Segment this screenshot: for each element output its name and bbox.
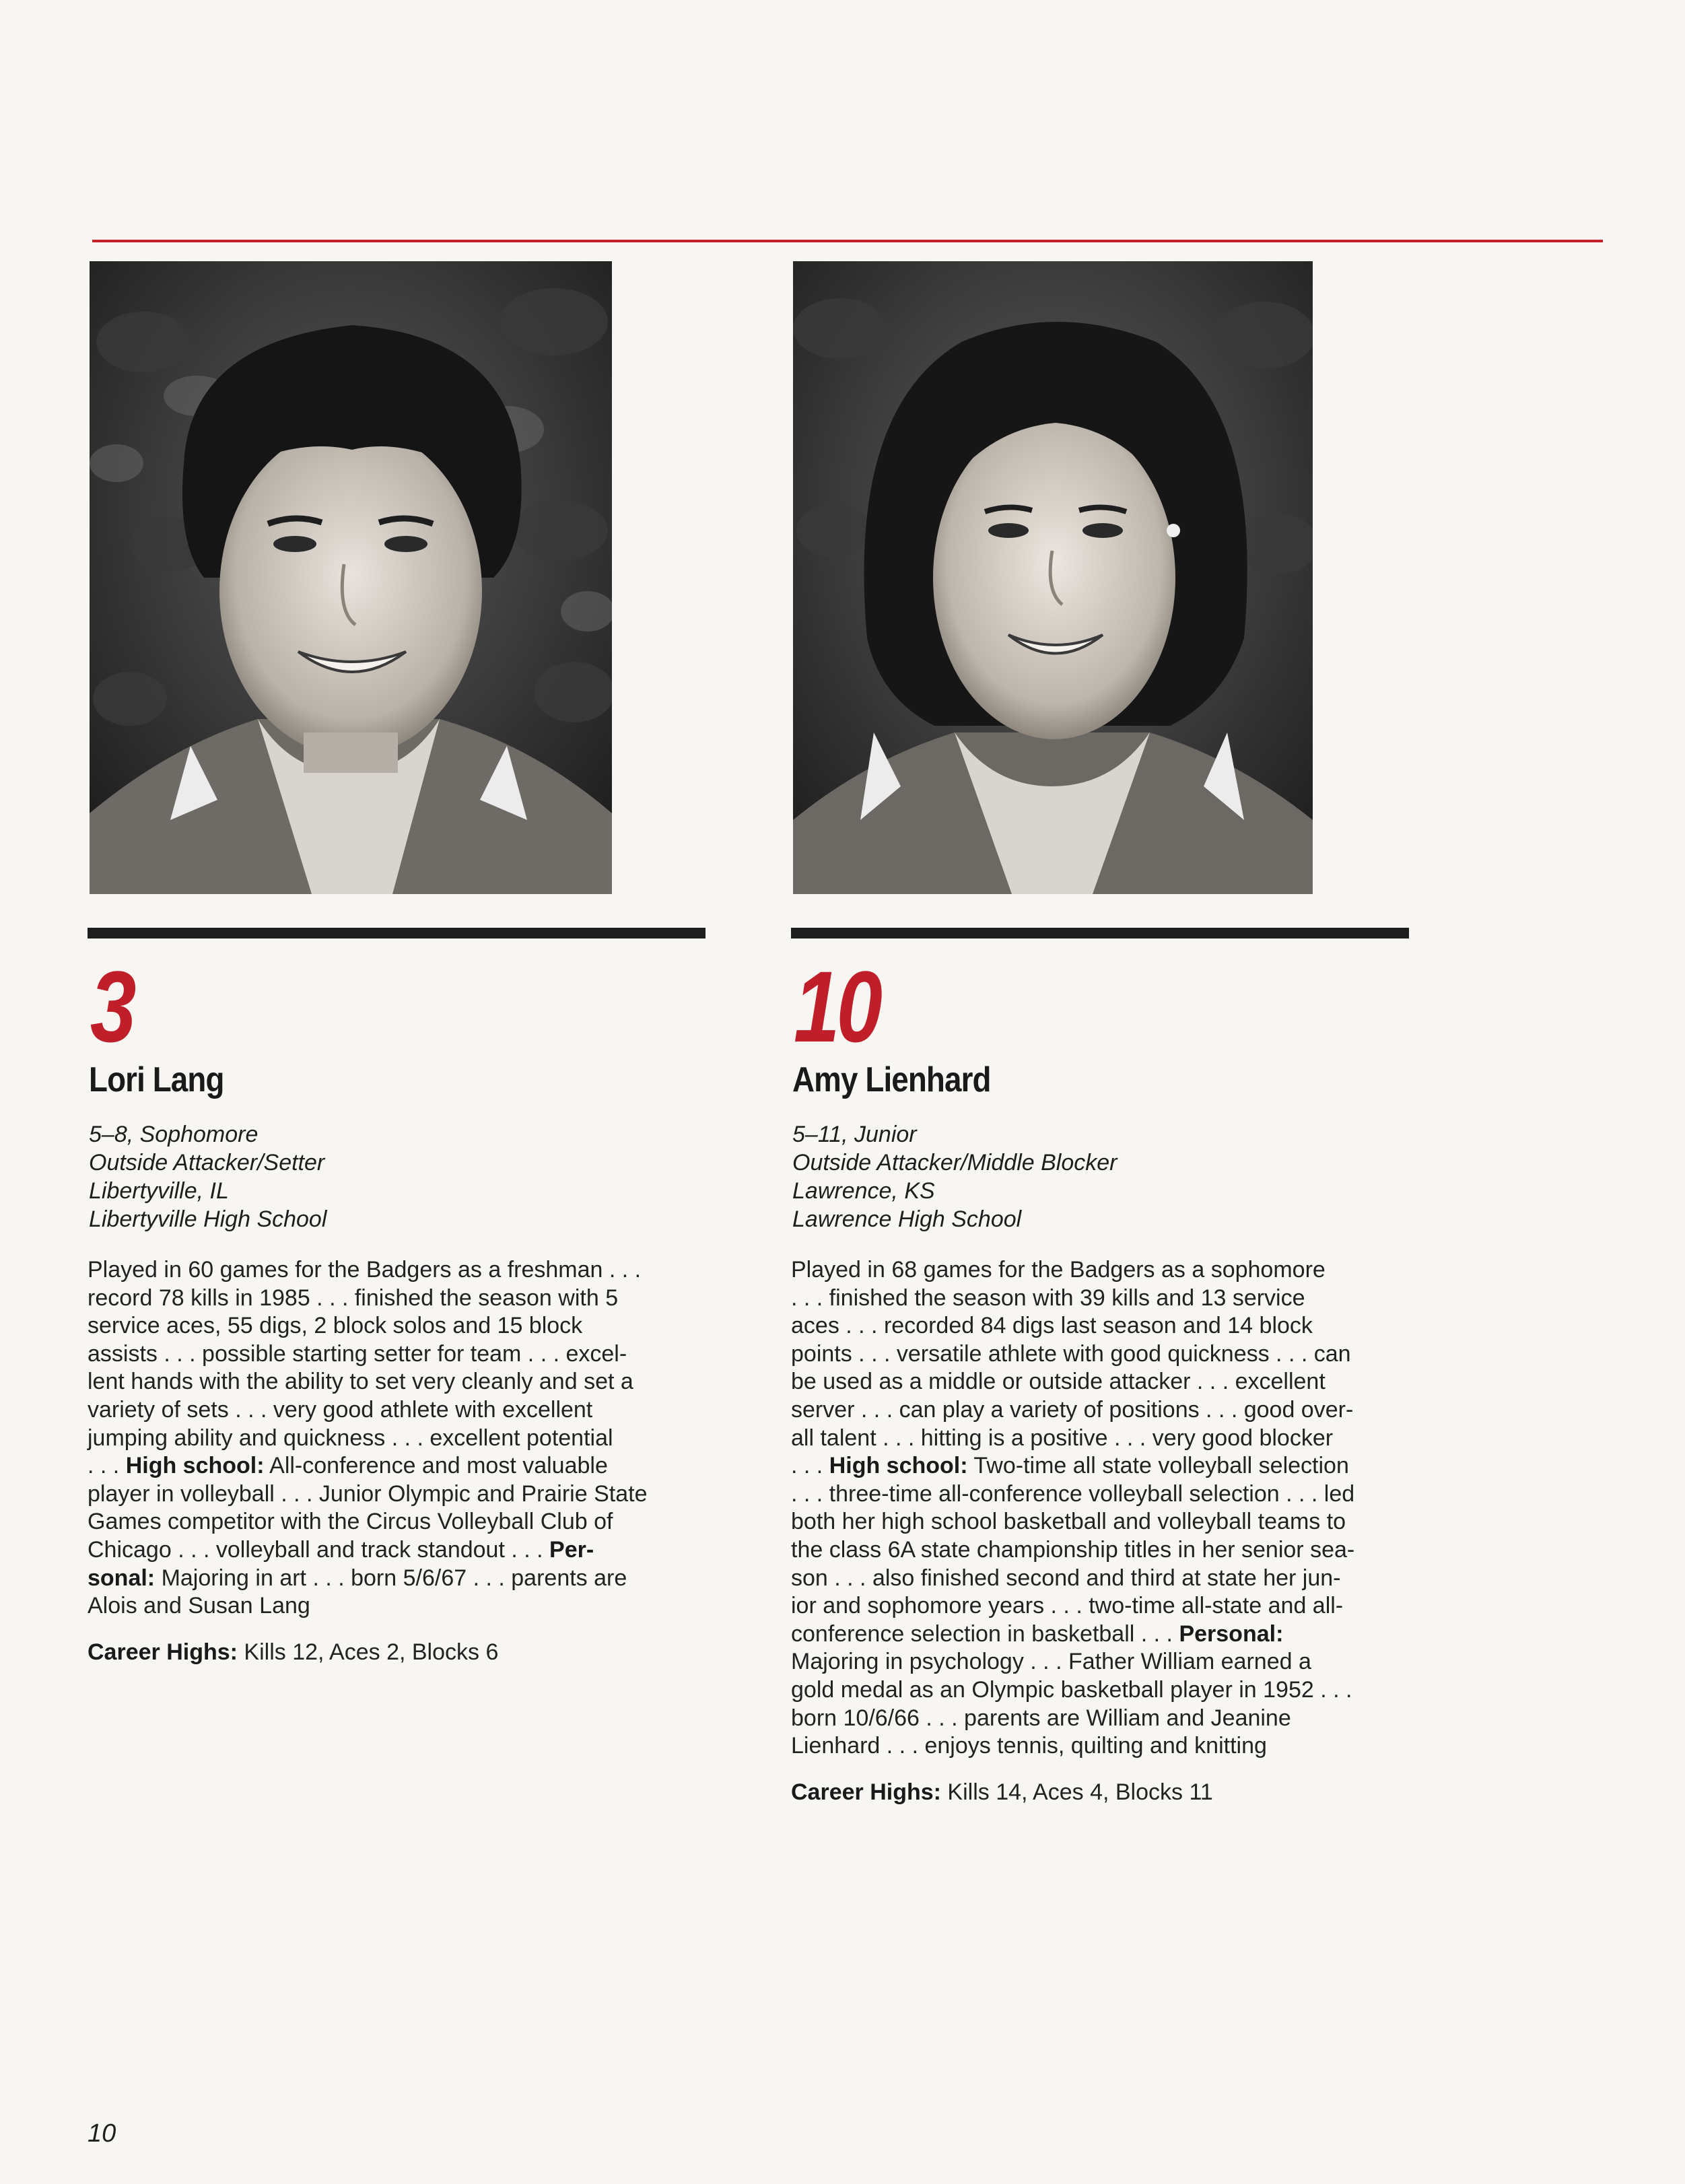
player-name: Lori Lang	[89, 1060, 224, 1099]
bio-text: both her high school basketball and volleyball teams to	[791, 1509, 1346, 1535]
bio-text: the class 6A state championship titles in her senior sea-	[791, 1536, 1355, 1563]
bio-text: ior and sophomore years . . . two-time all-state and all-	[791, 1593, 1344, 1619]
bio-text: record 78 kills in 1985 . . . finished the season with 5	[88, 1285, 619, 1311]
bio-text: service aces, 55 digs, 2 block solos and 15 block	[88, 1313, 583, 1339]
high-school: Libertyville High School	[89, 1206, 327, 1232]
bio-text: server . . . can play a variety of positions . . . good over-	[791, 1396, 1354, 1423]
player-photo	[793, 261, 1313, 894]
bio-line	[88, 1565, 693, 1593]
career-highs-value: Kills 14, Aces 4, Blocks 11	[940, 1779, 1213, 1805]
bio-text: variety of sets . . . very good athlete with excellent	[88, 1396, 593, 1423]
bio-line	[88, 1340, 693, 1369]
bio-text: Two-time all state volleyball selection	[967, 1453, 1349, 1479]
bio-text: be used as a middle or outside attacker . . . excellent	[791, 1369, 1326, 1395]
bio-line	[88, 1536, 693, 1565]
bio-text: Played in 68 games for the Badgers as a sophomore	[791, 1257, 1326, 1283]
jersey-number: 3	[90, 950, 133, 1063]
bio-line	[791, 1368, 1397, 1396]
bio-line	[88, 1592, 693, 1620]
black-divider-bar	[88, 928, 706, 939]
bio-heading: Per-	[549, 1536, 594, 1563]
bio-text: lent hands with the ability to set very cleanly and set a	[88, 1369, 633, 1395]
bio-text: aces . . . recorded 84 digs last season and 14 block	[791, 1313, 1313, 1339]
bio-text: jumping ability and quickness . . . excellent potential	[88, 1425, 613, 1451]
bio-line	[791, 1256, 1397, 1285]
bio-heading: Personal:	[1179, 1620, 1284, 1647]
career-highs-value: Kills 12, Aces 2, Blocks 6	[237, 1639, 499, 1665]
bio-line	[791, 1396, 1397, 1425]
bio-text: Majoring in art . . . born 5/6/67 . . . parents are	[155, 1565, 627, 1591]
bio-text: . . . finished the season with 39 kills and 13 service	[791, 1285, 1305, 1311]
position: Outside Attacker/Setter	[89, 1150, 325, 1175]
bio-line	[791, 1705, 1397, 1733]
bio-line	[88, 1508, 693, 1536]
bio-text: born 10/6/66 . . . parents are William and Jeanine	[791, 1705, 1291, 1731]
bio-text: Lienhard . . . enjoys tennis, quilting and knitting	[791, 1733, 1267, 1759]
height-class: 5–11, Junior	[792, 1122, 917, 1147]
bio-text: player in volleyball . . . Junior Olympic and Prairie State	[88, 1480, 648, 1507]
bio-line	[791, 1340, 1397, 1369]
bio-line	[791, 1425, 1397, 1453]
bio-text: all talent . . . hitting is a positive . . . very good blocker	[791, 1425, 1334, 1451]
bio-text: conference selection in basketball . . .	[791, 1620, 1179, 1647]
bio-heading: High school:	[829, 1453, 968, 1479]
bio-heading: High school:	[125, 1453, 265, 1479]
bio-text: All-conference and most valuable	[264, 1453, 608, 1479]
bio-line	[88, 1368, 693, 1396]
bio-line	[791, 1565, 1397, 1593]
high-school: Lawrence High School	[792, 1206, 1022, 1232]
bio-line	[791, 1676, 1397, 1705]
bio-text: gold medal as an Olympic basketball player in 1952 . . .	[791, 1676, 1352, 1703]
bio-line	[791, 1732, 1397, 1761]
height-class: 5–8, Sophomore	[89, 1122, 259, 1147]
bio-heading: sonal:	[88, 1565, 156, 1591]
black-divider-bar	[791, 928, 1409, 939]
hometown: Lawrence, KS	[792, 1178, 935, 1204]
bio-text: . . .	[791, 1453, 829, 1479]
career-highs	[791, 1778, 1213, 1806]
career-highs-label: Career Highs:	[88, 1639, 238, 1665]
bio-line	[88, 1480, 693, 1509]
bio-line	[88, 1425, 693, 1453]
top-red-rule	[92, 240, 1603, 242]
bio-line	[791, 1285, 1397, 1313]
player-info	[792, 1120, 1117, 1233]
bio-line	[791, 1508, 1397, 1536]
page-number: 10	[88, 2119, 116, 2148]
player-name: Amy Lienhard	[792, 1060, 991, 1099]
bio-text: Played in 60 games for the Badgers as a freshman . . .	[88, 1257, 642, 1283]
bio-line	[791, 1480, 1397, 1509]
bio-text: . . .	[88, 1453, 126, 1479]
player-bio	[88, 1256, 693, 1620]
bio-line	[88, 1256, 693, 1285]
bio-line	[791, 1452, 1397, 1480]
position: Outside Attacker/Middle Blocker	[792, 1150, 1117, 1175]
bio-text: Majoring in psychology . . . Father William earned a	[791, 1649, 1311, 1675]
bio-text: . . . three-time all-conference volleyball selection . . . led	[791, 1480, 1355, 1507]
bio-line	[88, 1312, 693, 1340]
player-info	[89, 1120, 326, 1233]
bio-line	[791, 1536, 1397, 1565]
bio-text: points . . . versatile athlete with good quickness . . . can	[791, 1340, 1351, 1367]
bio-line	[88, 1452, 693, 1480]
bio-line	[88, 1285, 693, 1313]
bio-text: son . . . also finished second and third at state her jun-	[791, 1565, 1341, 1591]
bio-line	[791, 1312, 1397, 1340]
bio-line	[791, 1648, 1397, 1676]
bio-text: Chicago . . . volleyball and track standout . . .	[88, 1536, 550, 1563]
jersey-number: 10	[794, 950, 879, 1063]
career-highs	[88, 1638, 498, 1666]
player-bio	[791, 1256, 1397, 1761]
player-photo	[90, 261, 612, 894]
hometown: Libertyville, IL	[89, 1178, 229, 1204]
career-highs-label: Career Highs:	[791, 1779, 941, 1805]
bio-line	[791, 1592, 1397, 1620]
bio-line	[88, 1396, 693, 1425]
bio-line	[791, 1620, 1397, 1649]
bio-text: Games competitor with the Circus Volleyball Club of	[88, 1509, 613, 1535]
bio-text: assists . . . possible starting setter for team . . . excel-	[88, 1340, 627, 1367]
bio-text: Alois and Susan Lang	[88, 1593, 310, 1619]
